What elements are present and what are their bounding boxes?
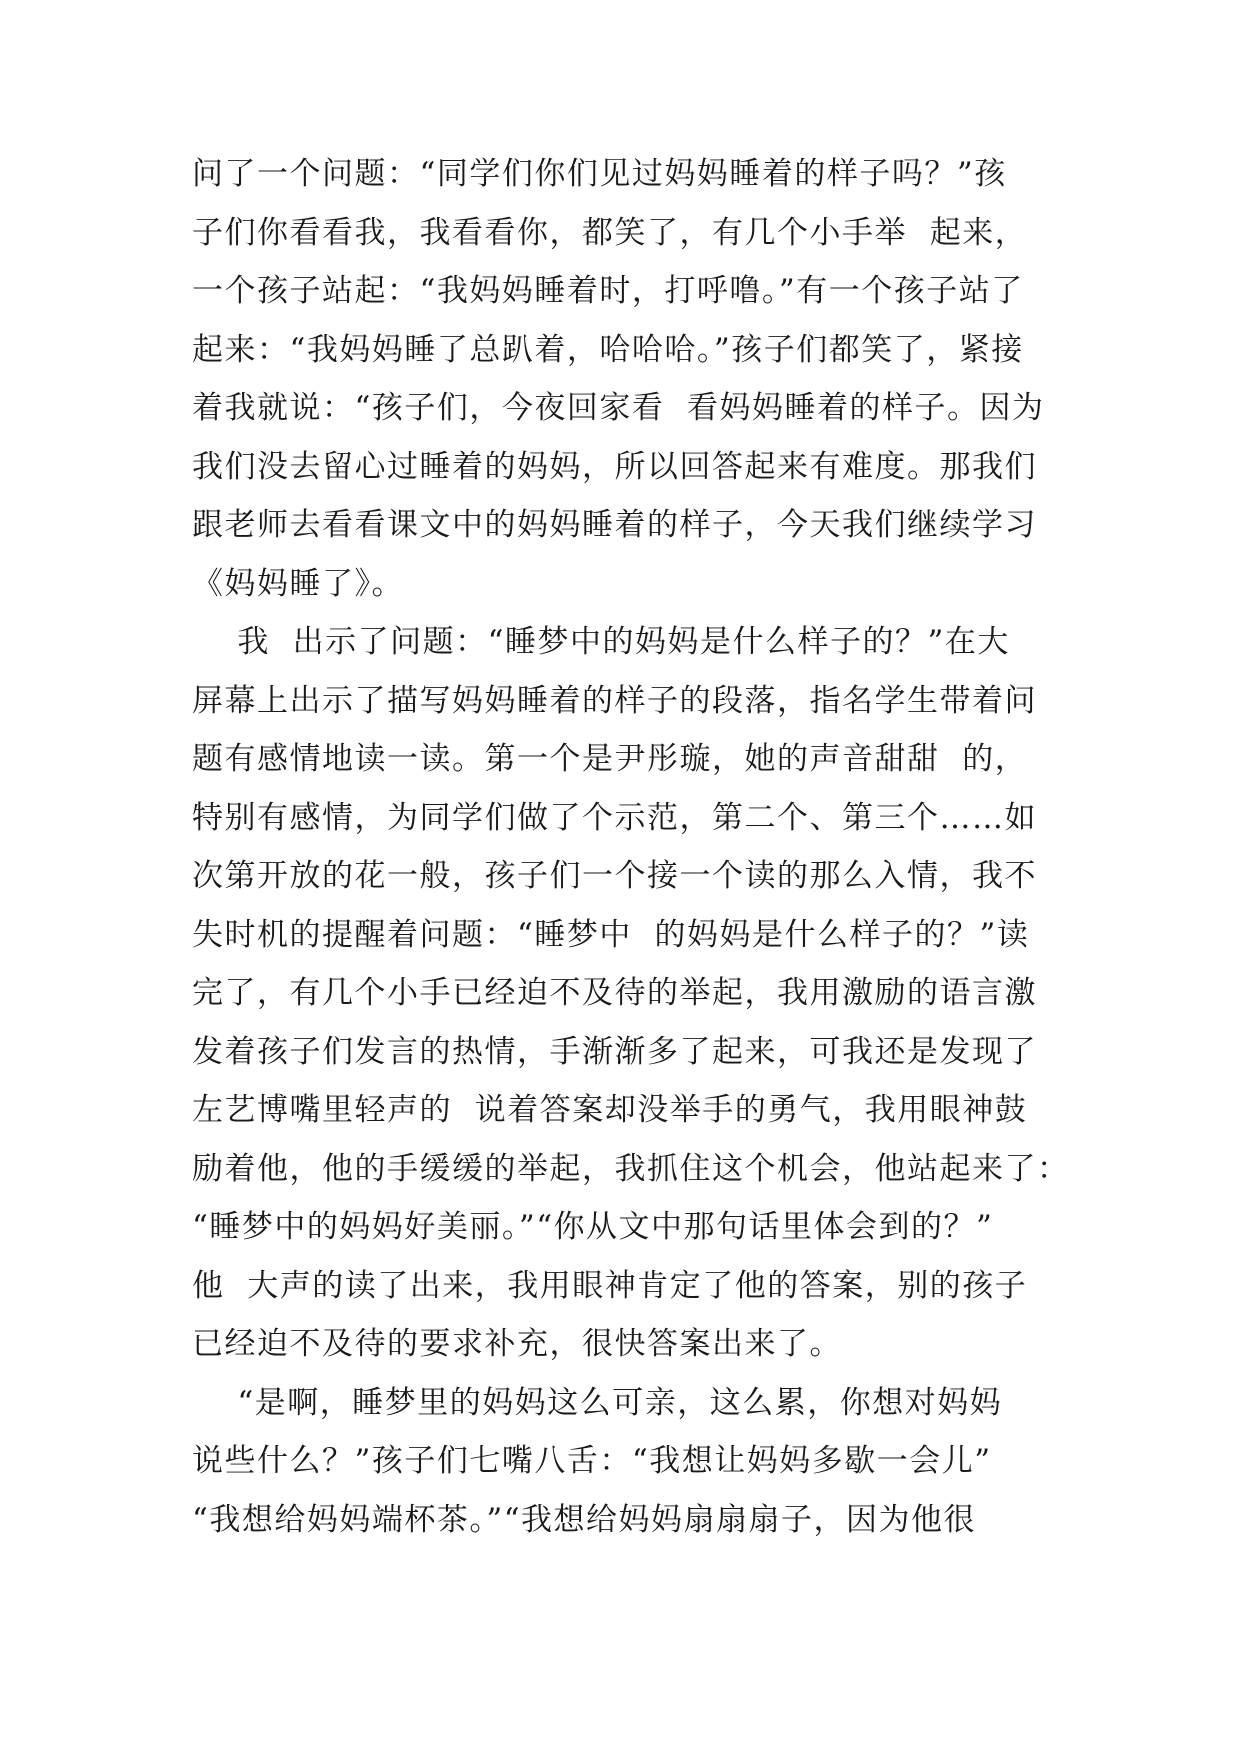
text-line-7: 跟老师去看看课文中的妈妈睡着的样子，今天我们继续学习: [192, 507, 1037, 543]
text-line-11: 题有感情地读一读。第一个是尹彤璇，她的声音甜甜 的，: [192, 741, 1028, 777]
text-line-16: 发着孩子们发言的热情，手渐渐多了起来，可我还是发现了: [192, 1033, 1037, 1070]
text-line-22: “是啊，睡梦里的妈妈这么可亲，这么累，你想对妈妈: [192, 1384, 1003, 1421]
text-line-20: 他 大声的读了出来，我用眼神肯定了他的答案，别的孩子: [192, 1267, 1028, 1304]
text-line-15: 完了，有几个小手已经迫不及待的举起，我用激励的语言激: [192, 975, 1037, 1011]
text-line-19: “睡梦中的妈妈好美丽。”“你从文中那句话里体会到的？”: [192, 1209, 994, 1245]
text-line-3: 一个孩子站起：“我妈妈睡着时，打呼噜。”有一个孩子站了: [192, 273, 1024, 309]
text-line-12: 特别有感情，为同学们做了个示范，第二个、第三个……如: [192, 799, 1037, 836]
text-line-9: 我 出示了问题：“睡梦中的妈妈是什么样子的？”在大: [192, 624, 1010, 660]
text-line-5: 着我就说：“孩子们，今夜回家看 看妈妈睡着的样子。因为: [192, 390, 1045, 426]
text-line-10: 屏幕上出示了描写妈妈睡着的样子的段落，指名学生带着问: [192, 682, 1037, 719]
text-line-4: 起来：“我妈妈睡了总趴着，哈哈哈。”孩子们都笑了，紧接: [192, 331, 1024, 368]
text-line-2: 子们你看看我，我看看你，都笑了，有几个小手举 起来，: [192, 214, 1028, 251]
document-body-text: [192, 145, 1072, 1549]
text-line-21: 已经迫不及待的要求补充，很快答案出来了。: [192, 1326, 842, 1362]
text-line-13: 次第开放的花一般，孩子们一个接一个读的那么入情，我不: [192, 858, 1037, 894]
text-line-18: 励着他，他的手缓缓的举起，我抓住这个机会，他站起来了：: [192, 1150, 1070, 1187]
text-line-17: 左艺博嘴里轻声的 说着答案却没举手的勇气，我用眼神鼓: [192, 1092, 1028, 1128]
text-line-6: 我们没去留心过睡着的妈妈，所以回答起来有难度。那我们: [192, 448, 1037, 485]
text-line-14: 失时机的提醒着问题：“睡梦中 的妈妈是什么样子的？”读: [192, 916, 1030, 953]
text-line-23: 说些什么？”孩子们七嘴八舌：“我想让妈妈多歇一会儿”: [192, 1443, 992, 1479]
text-line-24: “我想给妈妈端杯茶。”“我想给妈妈扇扇扇子，因为他很: [192, 1501, 977, 1538]
text-line-1: 问了一个问题：“同学们你们见过妈妈睡着的样子吗？”孩: [192, 156, 1007, 192]
text-line-8: 《妈妈睡了》。: [192, 565, 404, 602]
